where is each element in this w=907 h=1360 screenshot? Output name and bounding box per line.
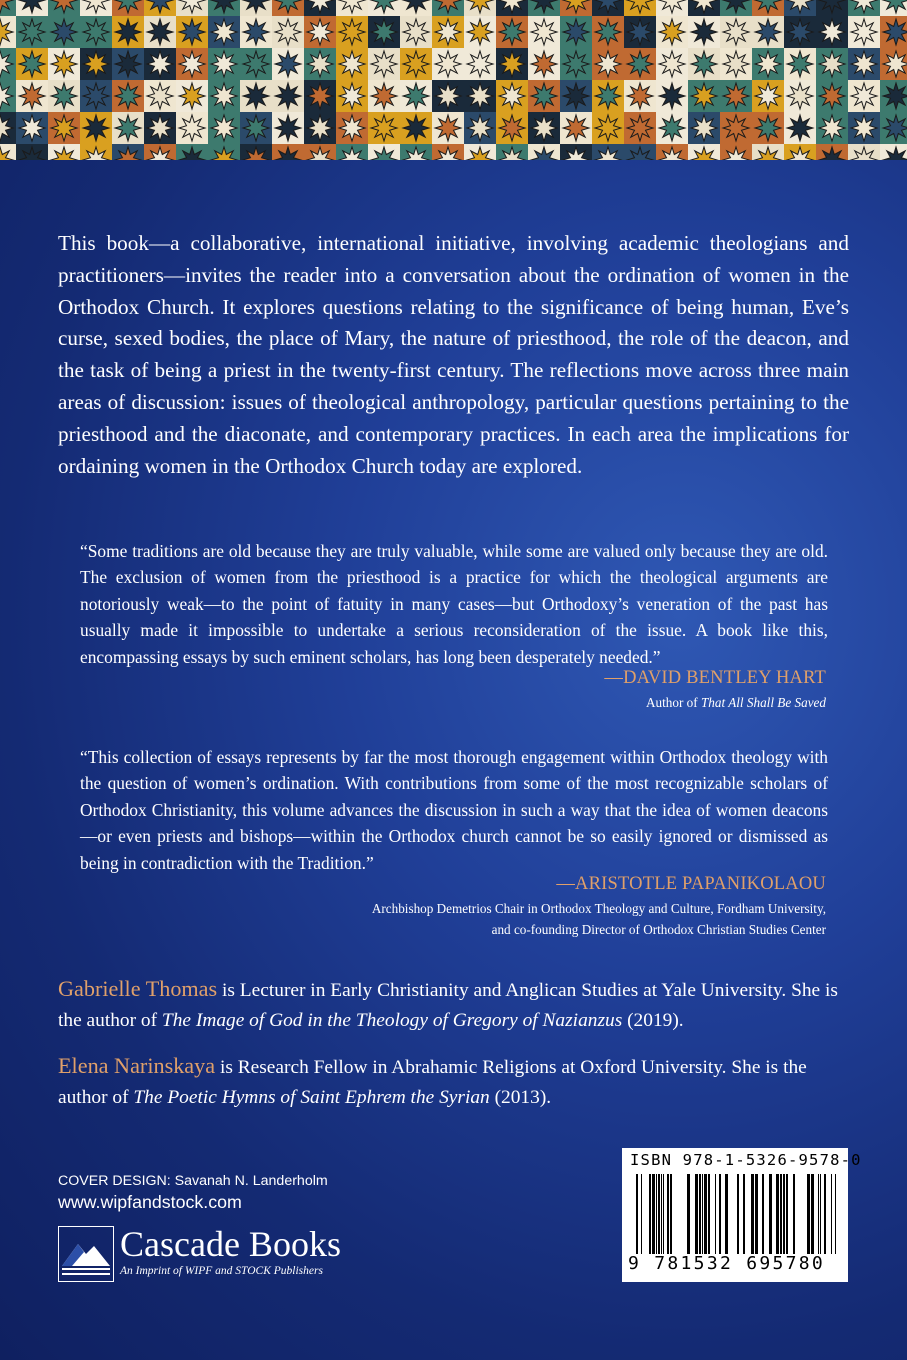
mosaic-pattern-graphic <box>0 0 907 160</box>
publisher-name: Cascade Books <box>120 1224 341 1264</box>
endorsement-author-papanikolaou: —ARISTOTLE PAPANIKOLAOU <box>556 874 826 894</box>
bio-book-title: The Poetic Hymns of Saint Ephrem the Syrian <box>133 1086 490 1108</box>
cover-design-credit: COVER DESIGN: Savanah N. Landerholm <box>58 1173 328 1189</box>
endorsement-role-hart <box>646 692 826 713</box>
role-book-title: That All Shall Be Saved <box>700 695 826 710</box>
isbn-barcode <box>622 1148 862 1282</box>
credits-block <box>58 1172 328 1213</box>
role-prefix: Author of <box>646 695 701 710</box>
endorsement-role-papanikolaou <box>372 898 826 940</box>
barcode-digits: 9 781532 695780 <box>628 1253 826 1274</box>
publisher-tagline: An Imprint of WIPF and STOCK Publishers <box>120 1265 323 1277</box>
role-line-1: Archbishop Demetrios Chair in Orthodox Theology and Culture, Fordham University, <box>371 901 826 916</box>
mountain-logo-icon <box>58 1226 114 1282</box>
barcode-bars-graphic <box>636 1174 838 1254</box>
role-line-2: and co-founding Director of Orthodox Christian Studies Center <box>491 922 826 937</box>
bio-text-end: (2013). <box>489 1086 552 1108</box>
bio-text: is Research Fellow in Abrahamic Religions at Oxford University. She is the author of <box>58 1057 807 1108</box>
bio-text-end: (2019). <box>622 1009 684 1031</box>
book-description: This book—a collaborative, international initiative, involving academic theologians and practitioners—invites the reader into a conversation about the ordination of women in the Orthodox Church. It explores questions relating to the significance of being human, Eve’s curse, sexed bodies, the place of Mary, the nature of priesthood, the role of the deacon, and the task of being a priest in the twenty-first century. The reflections move across three main areas of discussion: issues of theological anthropology, particular questions pertaining to the priesthood and the diaconate, and contemporary practices. In each area the implications for ordaining women in the Orthodox Church today are explored. <box>58 231 849 478</box>
endorsement-quote-hart: “Some traditions are old because they are truly valuable, while some are valued only because they are old. The exclusion of women from the priesthood is a practice for which the theological arguments are notoriously weak—to the point of fatuity in many cases—but Orthodoxy’s veneration of the past has usually made it impossible to undertake a serious reconsideration of the issue. A book like this, encompassing essays by such eminent scholars, has long been desperately needed.” <box>80 541 828 667</box>
mosaic-tile-banner <box>0 0 907 160</box>
endorsement-author-hart: —DAVID BENTLEY HART <box>604 668 826 688</box>
bio-book-title: The Image of God in the Theology of Gregory of Nazianzus <box>161 1009 623 1031</box>
publisher-logo-block <box>58 1226 378 1282</box>
editor-name: Gabrielle Thomas <box>58 976 218 1001</box>
bio-text: is Lecturer in Early Christianity and Anglican Studies at Yale University. She is the author of <box>58 980 838 1031</box>
isbn-number: ISBN 978-1-5326-9578-0 <box>630 1151 862 1169</box>
editor-name: Elena Narinskaya <box>58 1053 216 1078</box>
publisher-website-link[interactable]: www.wipfandstock.com <box>58 1192 242 1212</box>
editor-bio-thomas <box>58 974 848 1035</box>
endorsement-quote-papanikolaou: “This collection of essays represents by far the most thorough engagement within Orthodox theology with the question of women’s ordination. With contributions from some of the most recognizable scholars of Orthodox Christianity, this volume advances the discussion in such a way that the idea of women deacons—or even priests and bishops—within the Orthodox church cannot be so easily ignored or dismissed as being in contradiction with the Tradition.” <box>80 747 828 873</box>
editor-bio-narinskaya <box>58 1051 848 1112</box>
